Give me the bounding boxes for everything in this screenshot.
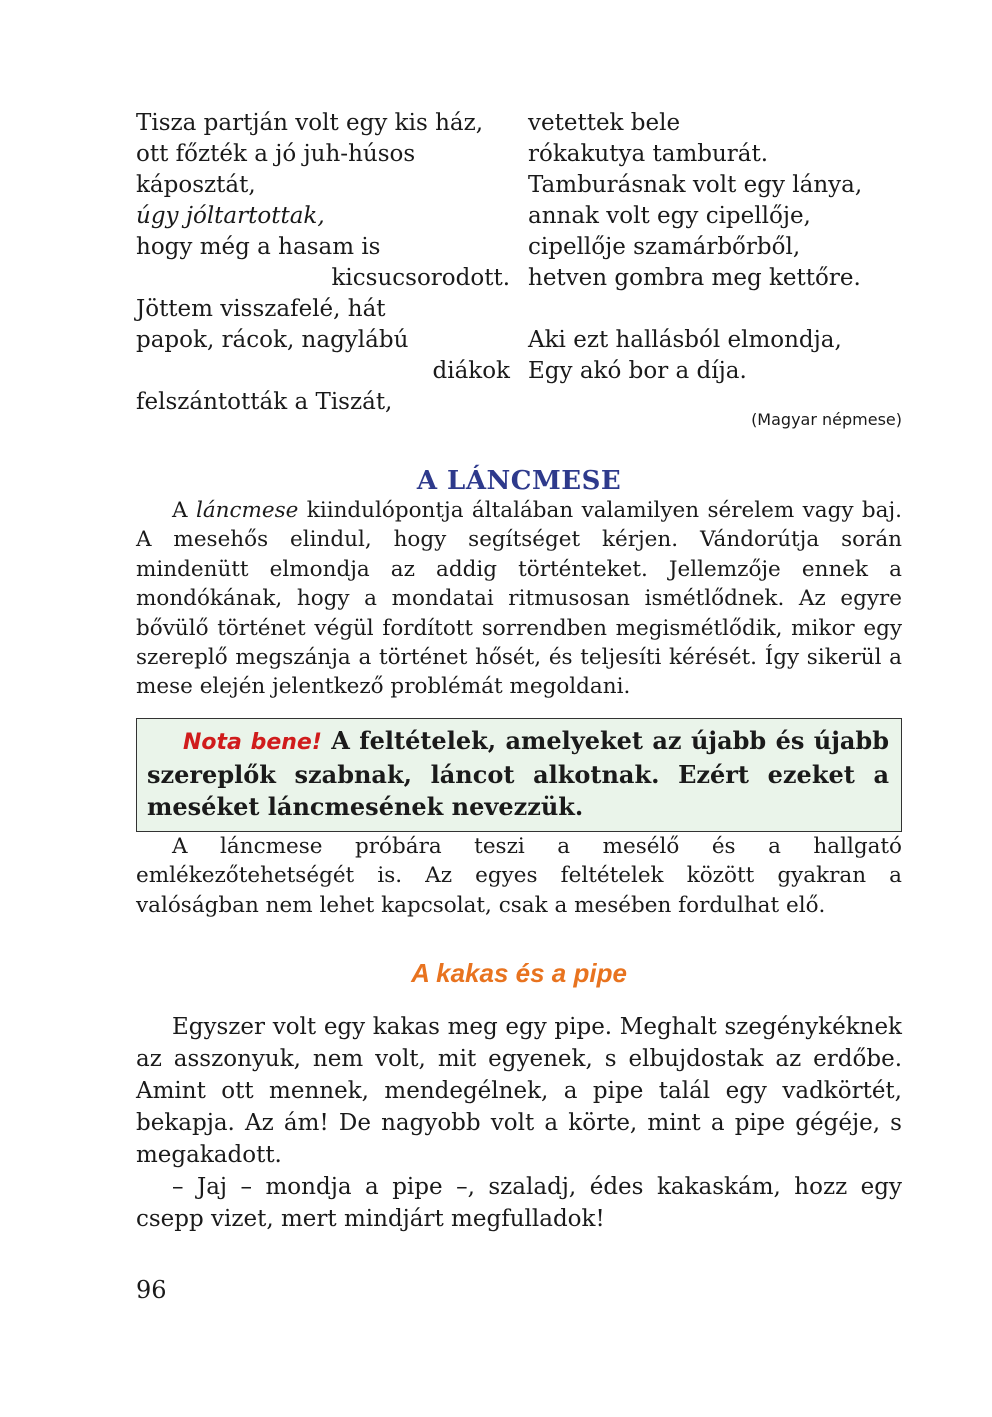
- story-paragraph: Egyszer volt egy kakas meg egy pipe. Meghalt szegénykéknek az asszonyuk, nem volt, mit egyenek, s elbujdostak az erdőbe. Amint ott mennek, mendegélnek, a pipe talál egy vadkörtét, bekapja. Az ám! De nagyobb volt a körte, mint a pipe gégéje, s megakadott.: [136, 1014, 902, 1169]
- poem-line: Jöttem visszafelé, hát: [136, 296, 386, 322]
- intro-term: láncmese: [195, 498, 299, 523]
- poem-line: hogy még a hasam is: [136, 234, 381, 260]
- poem-line: kicsucsorodott.: [331, 265, 510, 291]
- intro-pre: A: [172, 498, 196, 523]
- poem-line: diákok: [432, 358, 510, 384]
- poem-line: Egy akó bor a díja.: [528, 358, 747, 384]
- intro-paragraph: [136, 496, 902, 702]
- poem-line: káposztát,: [136, 172, 256, 198]
- intro-text: kiindulópontja általában valamilyen sérelem vagy baj. A mesehős elindul, hogy segítséget kérjen. Vándorútja során mindenütt elmondja az addig történteket. Jellemzője ennek a mondókának, hogy a mondatai ritmusosan ismétlődnek. Az egyre bővülő történet végül fordított sorrendben megismétlődik, mikor egy szereplő megszánja a történet hősét, és teljesíti kérését. Így sikerül a mese elején jelentkező problémát megoldani.: [136, 498, 902, 700]
- poem-line: papok, rácok, nagylábú: [136, 327, 409, 353]
- poem-line: Tamburásnak volt egy lánya,: [528, 172, 863, 198]
- after-paragraph: A láncmese próbára teszi a mesélő és a hallgató emlékezőtehetségét is. Az egyes feltételek között gyakran a valóságban nem lehet kapcsolat, csak a mesében fordulhat elő.: [136, 833, 902, 918]
- poem-line: Tisza partján volt egy kis ház,: [136, 110, 484, 136]
- story-title: A kakas és a pipe: [411, 958, 627, 989]
- poem-line: cipellője szamárbőrből,: [528, 234, 801, 260]
- story-paragraph: – Jaj – mondja a pipe –, szaladj, édes kakaskám, hozz egy csepp vizet, mert mindjárt megfulladok!: [136, 1174, 902, 1233]
- poem-line: annak volt egy cipellője,: [528, 203, 811, 229]
- page-number: 96: [136, 1276, 167, 1304]
- page-content: [136, 108, 902, 1235]
- poem-stanza-break: [528, 294, 902, 325]
- nota-bene-text: A feltételek, amelyeket az újabb és újabb szereplők szabnak, láncot alkotnak. Ezért ezeket a meséket láncmesének nevezzük.: [147, 725, 889, 821]
- poem-line: ott főzték a jó juh-húsos: [136, 141, 416, 167]
- poem-source: (Magyar népmese): [751, 410, 902, 429]
- poem-line: rókakutya tamburát.: [528, 141, 769, 167]
- poem-line: vetettek bele: [528, 110, 681, 136]
- poem-line: felszántották a Tiszát,: [136, 389, 393, 415]
- section-heading: A LÁNCMESE: [416, 466, 622, 496]
- poem-left-column: [136, 108, 510, 418]
- poem-line: úgy jóltartottak,: [136, 203, 325, 229]
- poem-right-column: [528, 108, 902, 418]
- nota-bene-label: Nota bene!: [183, 729, 322, 755]
- poem: [136, 108, 902, 418]
- nota-bene-box: [136, 718, 902, 832]
- poem-line: Aki ezt hallásból elmondja,: [528, 327, 842, 353]
- story-text: [136, 1011, 902, 1235]
- poem-line: hetven gombra meg kettőre.: [528, 265, 861, 291]
